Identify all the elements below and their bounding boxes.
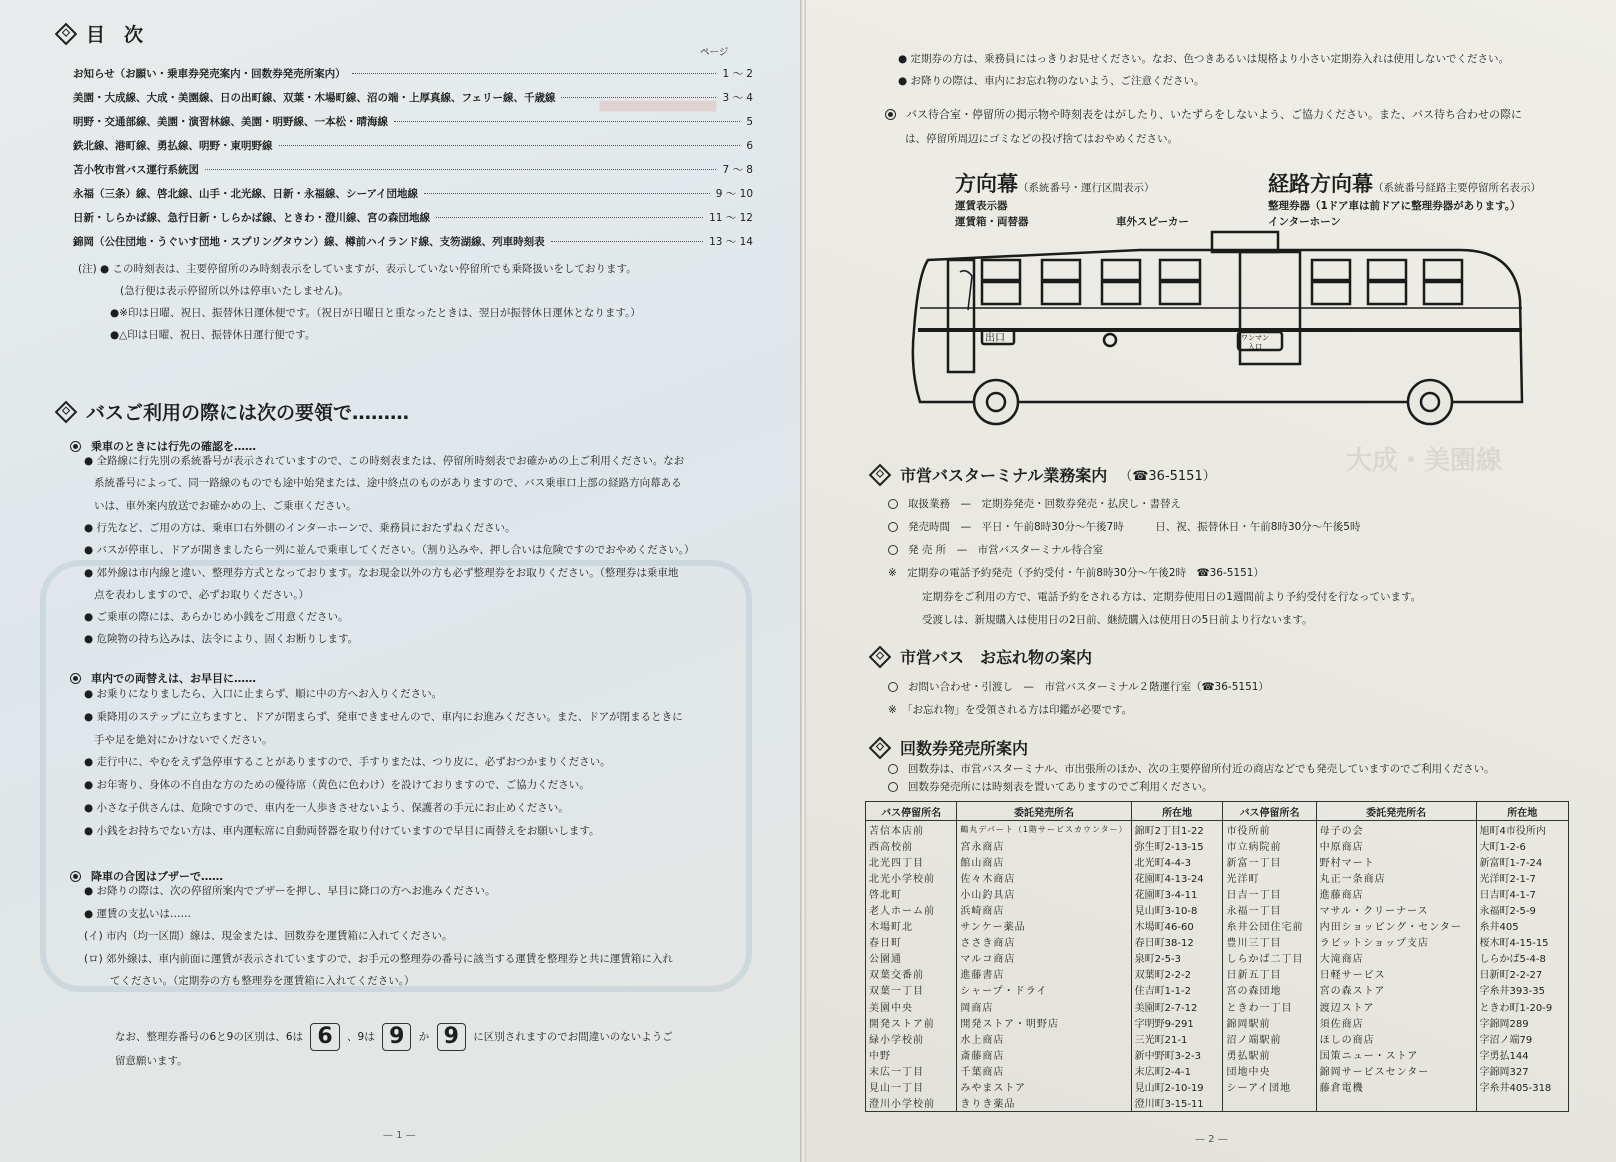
ring-icon <box>888 545 898 555</box>
table-row <box>866 982 1569 998</box>
notice-text-1: バス待合室・停留所の掲示物や時刻表をはがしたり、いたずらをしないよう、ご協力ください。また、バス待ち合わせの際に <box>906 108 1522 121</box>
bus-front-door <box>948 260 974 372</box>
toc-row <box>73 66 753 81</box>
terminal-heading <box>872 463 1216 486</box>
ticket-note-end: 留意願います。 <box>115 1055 188 1067</box>
table-cell: 錦岡サービスセンター <box>1316 1062 1476 1078</box>
table-cell: 千葉商店 <box>957 1062 1131 1078</box>
table-cell: 内田ショッピング・センター <box>1316 918 1476 934</box>
terminal-row-text: 発 売 所 — 市営バスターミナル待合室 <box>908 544 1104 556</box>
alighting-line: (イ) 市内（均一区間）線は、現金または、回数券を運賃箱に入れてください。 <box>84 930 453 942</box>
notice-1 <box>885 106 1522 122</box>
table-row <box>866 901 1569 917</box>
bus-front-wheel <box>974 380 1018 424</box>
table-cell: 丸正一条商店 <box>1316 869 1476 885</box>
alighting-title: 降車の合図はブザーで…… <box>91 870 223 883</box>
table-cell: 市立病院前 <box>1223 837 1316 853</box>
boarding-line: ● 行先など、ご用の方は、乗車口右外側のインターホーンで、乗務員におたずねください。 <box>84 521 516 534</box>
toc-leader-dots <box>352 73 717 74</box>
table-cell: 啓北町 <box>866 885 957 901</box>
table-cell: 佐々木商店 <box>957 869 1131 885</box>
table-cell: 母子の会 <box>1316 821 1476 838</box>
alighting-line: ● 運賃の支払いは…… <box>84 907 191 920</box>
bullet-circle-icon <box>885 109 896 120</box>
toc-row-page: 7 〜 8 <box>722 164 753 176</box>
label-ticket-machine: 整理券器（1ドア車は前ドアに整理券器があります。） <box>1268 200 1521 212</box>
toc-row <box>73 234 753 249</box>
table-cell: 双葉町2-2-2 <box>1131 966 1223 982</box>
phone-note-1: 定期券をご利用の方で、電話予約をされる方は、定期券使用日の1週間前より予約受付を行なっています。 <box>922 591 1422 603</box>
toc-row <box>73 90 753 105</box>
ring-icon <box>888 499 898 509</box>
boarding-line: 系統番号によって、同一路線のものでも途中始発または、途中終点のものがありますので、バス乗車口上部の経路方向幕ある <box>94 477 682 490</box>
diamond-icon <box>869 736 892 759</box>
table-cell: 桜木町4-15-15 <box>1476 934 1568 950</box>
table-cell: 住吉町1-1-2 <box>1131 982 1223 998</box>
table-cell: 北光四丁目 <box>866 853 957 869</box>
bus-window <box>1312 260 1350 280</box>
lost-heading <box>872 645 1092 668</box>
lost-note: ※ 「お忘れ物」を受領される方は印鑑が必要です。 <box>888 704 1133 716</box>
diamond-icon <box>55 400 78 423</box>
table-header-cell: 所在地 <box>1476 802 1568 821</box>
table-cell: 澄川小学校前 <box>866 1095 957 1112</box>
toc-row <box>73 162 753 177</box>
table-header-cell: 委託発売所名 <box>957 802 1131 821</box>
toc-note-1: (注) ● この時刻表は、主要停留所のみ時刻表示をしていますが、表示していない停留所でも乗降扱いをしております。 <box>78 263 637 275</box>
toc-note-4: ●△印は日曜、祝日、振替休日運行便です。 <box>110 329 316 341</box>
table-cell: 字勇払144 <box>1476 1046 1568 1062</box>
coupon-row-1 <box>888 760 1495 778</box>
toc-row-page: 1 〜 2 <box>722 68 753 80</box>
table-cell: 字明野9-291 <box>1131 1014 1223 1030</box>
bus-window <box>1042 260 1080 280</box>
page-left <box>0 0 800 1162</box>
table-cell: 緑小学校前 <box>866 1030 957 1046</box>
bus-rear-wheel <box>1408 380 1452 424</box>
table-cell: 永福町2-5-9 <box>1476 901 1568 917</box>
boarding-line: ● 郊外線は市内線と違い、整理券方式となっております。なお現金以外の方も必ず整理券をお取りください。（整理券は乗車地 <box>84 566 679 579</box>
terminal-title: 市営バスターミナル業務案内 <box>900 466 1108 485</box>
boarding-line: ● 全路線に行先別の系統番号が表示されていますので、この時刻表または、停留所時刻表でお確かめの上ご利用ください。なお <box>84 455 685 467</box>
ring-icon <box>888 782 898 792</box>
ring-icon <box>888 522 898 532</box>
table-row <box>866 966 1569 982</box>
toc-row-title: 美園・大成線、大成・美園線、日の出町線、双葉・木場町線、沼の端・上厚真線、フェリー線、千歳線 <box>73 92 556 104</box>
table-row <box>866 885 1569 901</box>
alighting-line: (ロ) 郊外線は、車内前面に運賃が表示されていますので、お手元の整理券の番号に該当する運賃を整理券と共に運賃箱に入れ <box>84 952 673 965</box>
digit-nine-a: 9 <box>382 1023 411 1051</box>
table-row <box>866 1030 1569 1046</box>
table-header-cell: 委託発売所名 <box>1316 802 1476 821</box>
terminal-row <box>888 493 1181 515</box>
table-cell: 野村マート <box>1316 853 1476 869</box>
table-cell: 斎藤商店 <box>957 1046 1131 1062</box>
table-cell: 進藤書店 <box>957 966 1131 982</box>
table-row <box>866 998 1569 1014</box>
table-row <box>866 934 1569 950</box>
lost-row-text: お問い合わせ・引渡し — 市営バスターミナル２階運行室（☎36-5151） <box>908 681 1269 693</box>
bus-window <box>1042 282 1080 304</box>
table-cell: しらかば5-4-8 <box>1476 950 1568 966</box>
coupon-row-1-text: 回数券は、市営バスターミナル、市出張所のほか、次の主要停留所付近の商店などでも発売していますのでご利用ください。 <box>908 763 1495 775</box>
toc-page-header: ページ <box>700 47 729 58</box>
toc-leader-dots <box>424 193 710 194</box>
toc-row-page: 5 <box>746 116 753 128</box>
table-row <box>866 837 1569 853</box>
toc-leader-dots <box>394 121 740 122</box>
toc-title: 目 次 <box>86 24 144 46</box>
table-cell: 双葉交番前 <box>866 966 957 982</box>
toc-row-page: 3 〜 4 <box>722 92 753 104</box>
ticket-note-mid: 、9は <box>347 1031 375 1043</box>
table-cell: 進藤商店 <box>1316 885 1476 901</box>
bus-exit-text: 出口 <box>985 333 1005 344</box>
toc-row <box>73 138 753 153</box>
table-cell: 字糸井405-318 <box>1476 1079 1568 1095</box>
bullet-circle-icon <box>70 441 81 452</box>
top-line-1: ● 定期券の方は、乗務員にはっきりお見せください。なお、色つきあるいは規格より小さい定期券入れは使用しないでください。 <box>898 53 1509 65</box>
table-cell: 新中野町3-2-3 <box>1131 1046 1223 1062</box>
table-cell: 末広町2-4-1 <box>1131 1062 1223 1078</box>
alighting-line: てください。（定期券の方も整理券を運賃箱に入れてください。） <box>110 975 415 987</box>
side-sign-title: 経路方向幕 <box>1268 172 1373 196</box>
table-cell: 日吉一丁目 <box>1223 885 1316 901</box>
toc-row-title: 日新・しらかば線、急行日新・しらかば線、ときわ・澄川線、宮の森団地線 <box>73 212 430 224</box>
table-row <box>866 1079 1569 1095</box>
page-number-left: — 1 — <box>383 1130 416 1141</box>
table-cell: 中原商店 <box>1316 837 1476 853</box>
table-cell: 団地中央 <box>1223 1062 1316 1078</box>
table-cell: 旭町4市役所内 <box>1476 821 1568 838</box>
table-cell: 苫信本店前 <box>866 821 957 838</box>
table-cell <box>1316 1095 1476 1112</box>
table-cell: 泉町2-5-3 <box>1131 950 1223 966</box>
table-row <box>866 1062 1569 1078</box>
table-cell: 日新五丁目 <box>1223 966 1316 982</box>
alighting-line: ● お降りの際は、次の停留所案内でブザーを押し、早目に降口の方へお進みください。 <box>84 885 496 897</box>
diamond-icon <box>55 22 78 45</box>
table-cell: 水上商店 <box>957 1030 1131 1046</box>
table-cell: 三光町21-1 <box>1131 1030 1223 1046</box>
table-cell: 双葉一丁目 <box>866 982 957 998</box>
terminal-tel: （☎36-5151） <box>1119 469 1216 484</box>
table-cell: 大町1-2-6 <box>1476 837 1568 853</box>
toc-row-title: 錦岡（公住団地・うぐいす団地・スプリングタウン）線、樽前ハイランド線、支笏湖線、列車時刻表 <box>73 236 545 248</box>
table-row <box>866 950 1569 966</box>
table-cell: 糸井公団住宅前 <box>1223 918 1316 934</box>
bullet-circle-icon <box>70 871 81 882</box>
table-cell: 光洋町 <box>1223 869 1316 885</box>
toc-row-page: 6 <box>746 140 753 152</box>
table-cell: 弥生町2-13-15 <box>1131 837 1223 853</box>
table-cell: 光洋町2-1-7 <box>1476 869 1568 885</box>
guide-heading <box>58 398 409 425</box>
table-cell: 鶴丸デパート（1階サービスカウンター） <box>957 821 1131 838</box>
front-sign-sub: （系統番号・運行区間表示） <box>1018 182 1155 194</box>
bus-window <box>1368 260 1406 280</box>
table-cell: 新富一丁目 <box>1223 853 1316 869</box>
table-cell: シャープ・ドライ <box>957 982 1131 998</box>
bus-entry-text-bottom: 入口 <box>1248 343 1262 351</box>
guide-title: バスご利用の際には次の要領で……… <box>86 402 410 424</box>
table-cell: 北光町4-4-3 <box>1131 853 1223 869</box>
toc-row <box>73 114 753 129</box>
bus-window <box>1368 282 1406 304</box>
inside-line: 手や足を絶対にかけないでください。 <box>94 733 273 746</box>
lost-row <box>888 676 1269 698</box>
bus-window <box>1102 282 1140 304</box>
toc-row-title: お知らせ（お願い・乗車券発売案内・回数券発売所案内） <box>73 68 346 80</box>
driver-figure <box>960 271 972 310</box>
inside-line: ● お乗りになりましたら、入口に止まらず、順に中の方へお入りください。 <box>84 688 443 700</box>
table-header-row <box>866 802 1569 821</box>
boarding-title: 乗車のときには行先の確認を…… <box>91 440 256 453</box>
ticket-note-text: なお、整理券番号の6と9の区別は、6は <box>115 1031 304 1043</box>
table-cell: 字沼ノ端79 <box>1476 1030 1568 1046</box>
digit-six: 6 <box>310 1023 339 1051</box>
bus-entry-text-top: ワンマン <box>1241 334 1269 342</box>
ticket-note-post: に区別されますのでお間違いのないようご <box>473 1031 673 1043</box>
bus-window <box>1160 282 1200 304</box>
table-cell: 沼ノ端駅前 <box>1223 1030 1316 1046</box>
toc-leader-dots <box>279 145 741 146</box>
table-cell: 宮永商店 <box>957 837 1131 853</box>
bus-window <box>1160 260 1200 280</box>
bullet-circle-icon <box>70 673 81 684</box>
table-cell: 永福一丁目 <box>1223 901 1316 917</box>
table-cell: 北光小学校前 <box>866 869 957 885</box>
inside-line: ● お年寄り、身体の不自由な方のための優待席（黄色に色わけ）を設けておりますので、ご協力ください。 <box>84 779 590 792</box>
table-header-cell: バス停留所名 <box>1223 802 1316 821</box>
toc-heading <box>58 20 143 47</box>
table-cell: 小山釣具店 <box>957 885 1131 901</box>
table-cell: 藤倉電機 <box>1316 1079 1476 1095</box>
table-cell: 豊川三丁目 <box>1223 934 1316 950</box>
table-cell: 美園中央 <box>866 998 957 1014</box>
inside-line: ● 乗降用のステップに立ちますと、ドアが閉まらず、発車できませんので、車内にお進みください。また、ドアが閉まるときに <box>84 710 683 723</box>
table-cell: 木場町北 <box>866 918 957 934</box>
diamond-icon <box>869 463 892 486</box>
table-header-cell: 所在地 <box>1131 802 1223 821</box>
toc-leader-dots <box>436 217 703 218</box>
terminal-row-text: 取扱業務 — 定期券発売・回数券発売・払戻し・書替え <box>908 498 1181 510</box>
table-cell: 渡辺ストア <box>1316 998 1476 1014</box>
inside-line: ● 小銭をお持ちでない方は、車内運転席に自動両替器を取り付けていますので早目に両替えをお願いします。 <box>84 824 600 837</box>
table-cell: 市役所前 <box>1223 821 1316 838</box>
table-cell: 糸井405 <box>1476 918 1568 934</box>
table-cell: みやまストア <box>957 1079 1131 1095</box>
table-cell: ときわ一丁目 <box>1223 998 1316 1014</box>
table-cell: 木場町46-60 <box>1131 918 1223 934</box>
table-cell: 宮の森団地 <box>1223 982 1316 998</box>
lost-title: 市営バス お忘れ物の案内 <box>900 648 1093 667</box>
table-cell: 開発ストア・明野店 <box>957 1014 1131 1030</box>
table-cell: 末広一丁目 <box>866 1062 957 1078</box>
table-cell: しらかば二丁目 <box>1223 950 1316 966</box>
table-body <box>866 821 1569 1112</box>
table-cell: マルコ商店 <box>957 950 1131 966</box>
boarding-line: ● バスが停車し、ドアが開きましたら一列に並んで乗車してください。（割り込みや、押し合いは危険ですのでおやめください。） <box>84 544 695 557</box>
table-row <box>866 918 1569 934</box>
table-cell: 国策ニュー・ストア <box>1316 1046 1476 1062</box>
terminal-row-text: 発売時間 — 平日・午前8時30分〜午後7時 日、祝、振替休日・午前8時30分〜午後5時 <box>908 521 1361 533</box>
table-cell: 須佐商店 <box>1316 1014 1476 1030</box>
toc-row-title: 明野・交通部線、美園・演習林線、美園・明野線、一本松・晴海線 <box>73 116 388 128</box>
toc-leader-dots <box>551 241 703 242</box>
bus-window <box>1102 260 1140 280</box>
boarding-line: 点を表わしますので、必ずお取りください。） <box>94 588 310 601</box>
table-cell <box>1476 1095 1568 1112</box>
table-cell: 見山町2-10-19 <box>1131 1079 1223 1095</box>
toc-row <box>73 210 753 225</box>
top-line-2: ● お降りの際は、車内にお忘れ物のないよう、ご注意ください。 <box>898 75 1205 87</box>
bus-illustration <box>900 180 1540 440</box>
terminal-row <box>888 516 1360 538</box>
label-fare-box: 運賃箱・両替器 <box>955 216 1029 228</box>
toc-leader-dots <box>205 169 716 170</box>
toc-row-page: 9 〜 10 <box>715 188 753 200</box>
table-cell: 字糸井393-35 <box>1476 982 1568 998</box>
terminal-row <box>888 539 1103 561</box>
toc-row-title: 苫小牧市営バス運行系統図 <box>73 164 199 176</box>
page-number-right: — 2 — <box>1195 1134 1228 1145</box>
table-cell: 見山町3-10-8 <box>1131 901 1223 917</box>
boarding-line: ● 危険物の持ち込みは、法令により、固くお断りします。 <box>84 633 359 646</box>
table-cell: 岡商店 <box>957 998 1131 1014</box>
table-cell: 日吉町4-1-7 <box>1476 885 1568 901</box>
table-cell: 大滝商店 <box>1316 950 1476 966</box>
phone-note-2: 受渡しは、新規購入は使用日の2日前、継続購入は使用日の5日前より行ないます。 <box>922 614 1313 626</box>
table-cell: 花園町3-4-11 <box>1131 885 1223 901</box>
boarding-line: ● ご乗車の際には、あらかじめ小銭をご用意ください。 <box>84 611 349 624</box>
toc-row-title: 永福（三条）線、啓北線、山手・北光線、日新・永福線、シーアイ団地線 <box>73 188 419 200</box>
table-cell: 日軽サービス <box>1316 966 1476 982</box>
table-cell: ささき商店 <box>957 934 1131 950</box>
label-intercom: インターホーン <box>1268 216 1341 228</box>
inside-title: 車内での両替えは、お早目に…… <box>91 672 256 685</box>
label-speaker: 車外スピーカー <box>1116 216 1189 228</box>
ring-icon <box>888 764 898 774</box>
ticket-note-or: か <box>418 1031 430 1043</box>
table-row <box>866 1014 1569 1030</box>
table-cell: 中野 <box>866 1046 957 1062</box>
digit-nine-b: 9 <box>437 1023 466 1051</box>
table-cell: 日新町2-2-27 <box>1476 966 1568 982</box>
coupon-row-2 <box>888 778 1213 796</box>
table-cell: 錦岡駅前 <box>1223 1014 1316 1030</box>
table-cell: 老人ホーム前 <box>866 901 957 917</box>
table-row <box>866 821 1569 838</box>
toc-row-page: 11 〜 12 <box>709 212 753 224</box>
inside-line: ● 小さな子供さんは、危険ですので、車内を一人歩きさせないよう、保護者の手元にお止めください。 <box>84 802 569 814</box>
coupon-heading <box>872 736 1028 759</box>
front-sign-title: 方向幕 <box>955 172 1018 196</box>
table-cell: 館山商店 <box>957 853 1131 869</box>
table-cell: きりき薬品 <box>957 1095 1131 1112</box>
table-row <box>866 1095 1569 1112</box>
table-cell: 春日町38-12 <box>1131 934 1223 950</box>
coupon-row-2-text: 回数券発売所には時刻表を置いてありますのでご利用ください。 <box>908 781 1213 793</box>
toc-row <box>73 186 753 201</box>
table-cell: シーアイ団地 <box>1223 1079 1316 1095</box>
table-cell: 字錦岡289 <box>1476 1014 1568 1030</box>
bus-window <box>982 282 1020 304</box>
table-row <box>866 869 1569 885</box>
inside-line: ● 走行中に、やむをえず急停車することがありますので、手すりまたは、つり皮に、必ずおつかまりください。 <box>84 756 611 769</box>
bleed-through-title: ━━━ <box>600 70 716 144</box>
table-cell: 錦町2丁目1-22 <box>1131 821 1223 838</box>
label-fare-display: 運賃表示器 <box>955 200 1008 212</box>
notice-2: は、停留所周辺にゴミなどの投げ捨てはおやめください。 <box>905 133 1178 145</box>
table-cell: 美園町2-7-12 <box>1131 998 1223 1014</box>
ticket-number-note <box>115 1022 673 1052</box>
toc-row-page: 13 〜 14 <box>709 236 753 248</box>
table-cell: 新富町1-7-24 <box>1476 853 1568 869</box>
diamond-icon <box>869 645 892 668</box>
bus-window <box>1424 282 1462 304</box>
table-cell: 春日町 <box>866 934 957 950</box>
toc-leader-dots <box>561 97 716 98</box>
toc-row-title: 鉄北線、港町線、勇払線、明野・東明野線 <box>73 140 273 152</box>
table-row <box>866 1046 1569 1062</box>
table-cell: ときわ町1-20-9 <box>1476 998 1568 1014</box>
bleed-through-timetable: 大成・美園線 <box>1346 446 1503 476</box>
ring-icon <box>888 682 898 692</box>
bus-window <box>1312 282 1350 304</box>
toc-note-3: ●※印は日曜、祝日、振替休日運休便です。（祝日が日曜日と重なったときは、翌日が振替休日運休となります。） <box>110 307 641 319</box>
phone-line: ※ 定期券の電話予約発売（予約受付・午前8時30分〜午後2時 ☎36-5151） <box>888 567 1264 579</box>
table-header-cell: バス停留所名 <box>866 802 957 821</box>
table-cell: 花園町4-13-24 <box>1131 869 1223 885</box>
table-cell: ラビットショップ支店 <box>1316 934 1476 950</box>
table-cell <box>1223 1095 1316 1112</box>
table-cell: 浜崎商店 <box>957 901 1131 917</box>
bus-window <box>982 260 1020 280</box>
table-cell: 見山一丁目 <box>866 1079 957 1095</box>
coupon-title: 回数券発売所案内 <box>900 739 1029 758</box>
boarding-line: いは、車外案内放送でお確かめの上、ご乗車ください。 <box>94 499 357 512</box>
table-cell: 字錦岡327 <box>1476 1062 1568 1078</box>
bus-window <box>1424 260 1462 280</box>
side-sign-sub: （系統番号経路主要停留所名表示） <box>1373 182 1541 194</box>
table-cell: 開発ストア前 <box>866 1014 957 1030</box>
table-cell: 宮の森ストア <box>1316 982 1476 998</box>
bus-speaker <box>1104 334 1116 346</box>
table-cell: ほしの商店 <box>1316 1030 1476 1046</box>
table-cell: 澄川町3-15-11 <box>1131 1095 1223 1112</box>
toc-note-2: (急行便は表示停留所以外は停車いたしません)。 <box>120 285 349 297</box>
table-cell: 公園通 <box>866 950 957 966</box>
table-cell: 西高校前 <box>866 837 957 853</box>
table-row <box>866 853 1569 869</box>
table-cell: サンケー薬品 <box>957 918 1131 934</box>
coupon-vendor-table <box>865 801 1569 1112</box>
table-cell: 勇払駅前 <box>1223 1046 1316 1062</box>
table-cell: マサル・クリーナース <box>1316 901 1476 917</box>
